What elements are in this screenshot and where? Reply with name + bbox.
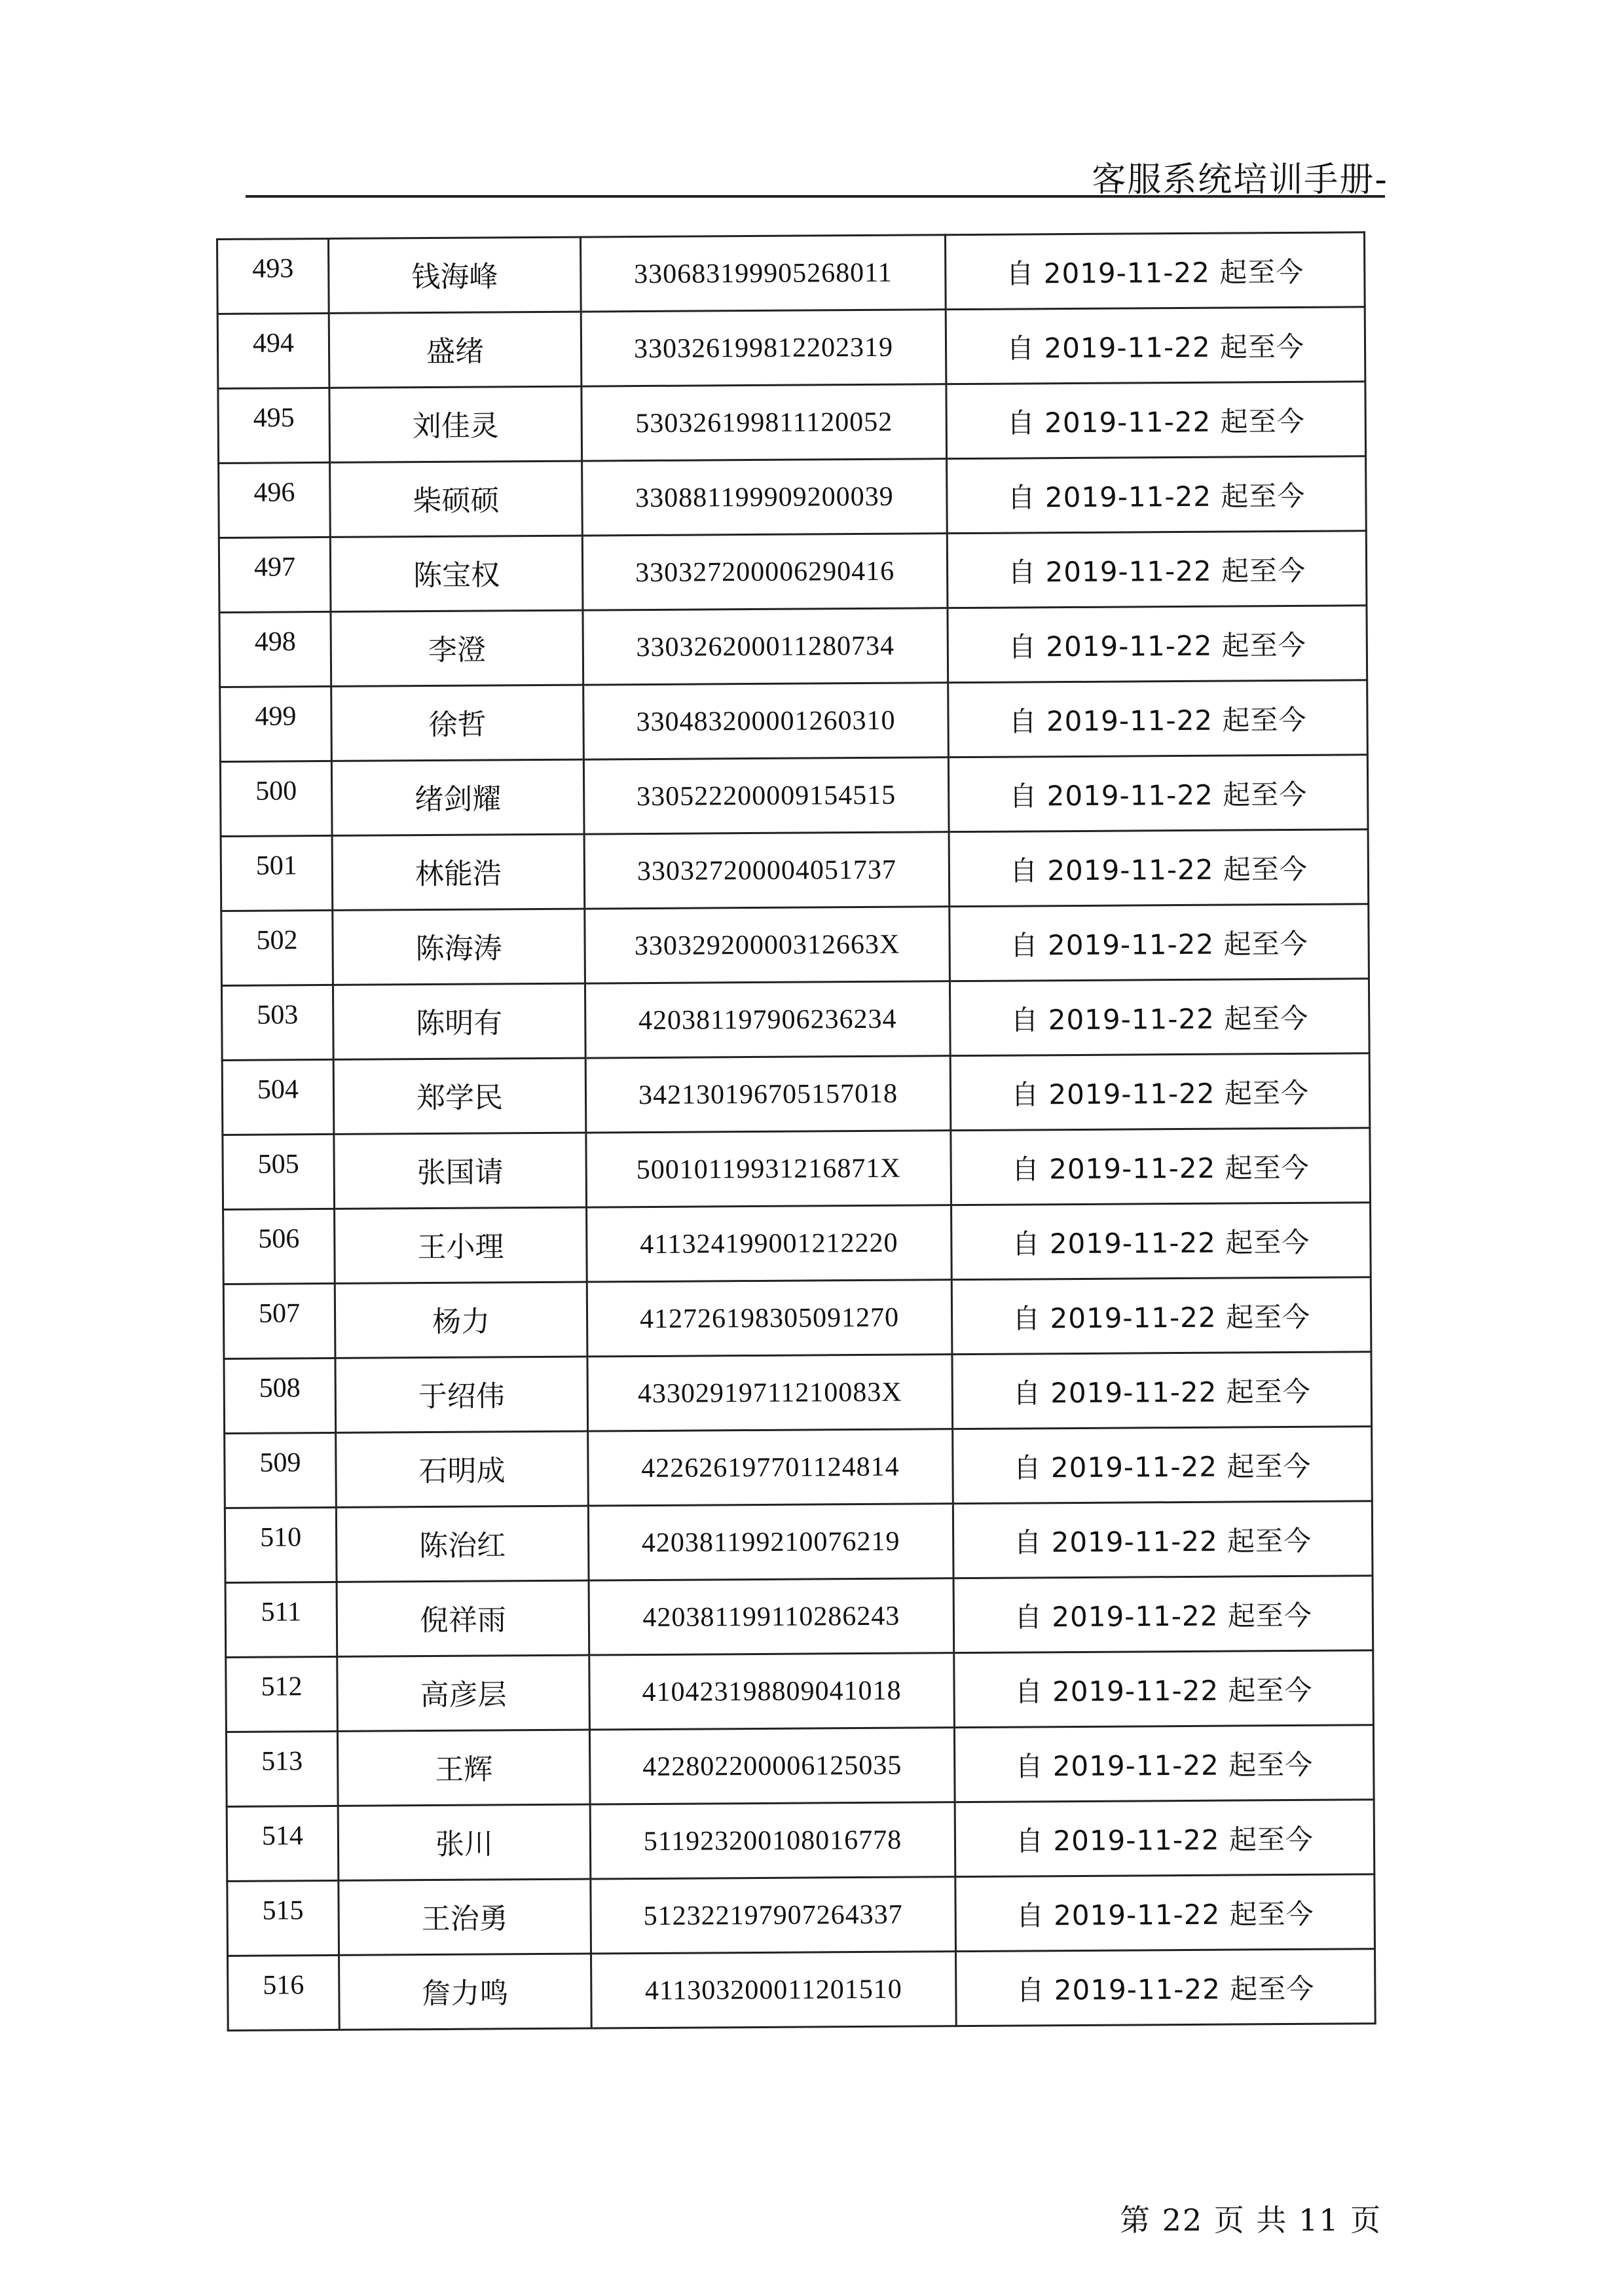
table-row (225, 1427, 1373, 1508)
period-cell: 自 2019-11-22 起至今 (951, 1128, 1371, 1205)
row-number-cell: 493 (217, 238, 329, 314)
row-number-cell: 498 (219, 611, 331, 687)
name-cell: 王治勇 (339, 1879, 591, 1955)
row-number-cell: 502 (221, 910, 333, 985)
row-number-cell: 501 (221, 835, 333, 911)
id-number-cell: 420381199110286243 (589, 1578, 954, 1655)
roster-table (216, 231, 1376, 2032)
period-cell: 自 2019-11-22 起至今 (952, 1352, 1372, 1429)
row-number-cell: 497 (219, 537, 331, 612)
name-cell: 陈明有 (333, 983, 585, 1059)
id-number-cell: 330326200011280734 (583, 608, 948, 685)
table-row (217, 307, 1365, 389)
period-cell: 自 2019-11-22 起至今 (956, 1949, 1376, 2026)
page-number: 第 22 页 共 11 页 (1120, 2202, 1382, 2238)
table-row (220, 680, 1368, 762)
id-number-cell: 530326199811120052 (581, 384, 947, 461)
row-number-cell: 505 (223, 1134, 335, 1209)
period-cell: 自 2019-11-22 起至今 (945, 232, 1365, 310)
name-cell: 绪剑耀 (331, 759, 584, 835)
period-cell: 自 2019-11-22 起至今 (954, 1650, 1374, 1728)
id-number-cell: 411303200011201510 (591, 1952, 957, 2028)
table-row (220, 755, 1368, 837)
id-number-cell: 330881199909200039 (582, 459, 948, 536)
table-row (225, 1576, 1373, 1658)
name-cell: 石明成 (336, 1431, 589, 1507)
table-row (225, 1501, 1373, 1583)
name-cell: 郑学民 (333, 1058, 586, 1134)
table-row (219, 531, 1367, 613)
name-cell: 陈海涛 (333, 909, 585, 985)
id-number-cell: 422802200006125035 (589, 1728, 955, 1804)
table-row (223, 1203, 1371, 1285)
table-row (228, 1949, 1376, 2031)
name-cell: 王辉 (337, 1730, 590, 1806)
id-number-cell: 330483200001260310 (583, 683, 949, 759)
row-number-cell: 510 (225, 1507, 337, 1582)
row-number-cell: 506 (223, 1209, 335, 1284)
id-number-cell: 512322197907264337 (591, 1877, 956, 1954)
name-cell: 钱海峰 (329, 237, 581, 313)
period-cell: 自 2019-11-22 起至今 (947, 456, 1367, 534)
period-cell: 自 2019-11-22 起至今 (955, 1874, 1375, 1952)
row-number-cell: 508 (224, 1358, 336, 1433)
period-cell: 自 2019-11-22 起至今 (947, 531, 1367, 608)
name-cell: 刘佳灵 (329, 386, 582, 462)
row-number-cell: 496 (219, 462, 331, 538)
id-number-cell: 43302919711210083X (587, 1355, 953, 1431)
row-number-cell: 511 (225, 1582, 337, 1657)
row-number-cell: 504 (222, 1059, 334, 1135)
header-divider (246, 195, 1385, 198)
row-number-cell: 514 (227, 1806, 339, 1881)
name-cell: 张国请 (334, 1133, 587, 1209)
period-cell: 自 2019-11-22 起至今 (951, 1277, 1371, 1355)
document-header-title: 客服系统培训手册- (1092, 160, 1388, 200)
id-number-cell: 50010119931216871X (586, 1131, 951, 1207)
id-number-cell: 330327200006290416 (582, 534, 948, 610)
id-number-cell: 342130196705157018 (585, 1056, 951, 1133)
name-cell: 于绍伟 (335, 1357, 588, 1432)
row-number-cell: 512 (226, 1656, 338, 1732)
id-number-cell: 411324199001212220 (587, 1205, 952, 1282)
row-number-cell: 507 (223, 1283, 335, 1358)
row-number-cell: 515 (227, 1880, 339, 1956)
row-number-cell: 500 (220, 761, 332, 836)
name-cell: 盛绪 (329, 312, 581, 388)
name-cell: 王小理 (335, 1207, 587, 1283)
id-number-cell: 410423198809041018 (589, 1653, 955, 1730)
table-row (222, 1053, 1370, 1135)
period-cell: 自 2019-11-22 起至今 (950, 904, 1369, 981)
table-row (219, 456, 1367, 538)
table-row (226, 1650, 1374, 1732)
name-cell: 陈宝权 (330, 536, 583, 611)
name-cell: 张川 (338, 1804, 591, 1880)
id-number-cell: 330326199812202319 (581, 310, 946, 386)
period-cell: 自 2019-11-22 起至今 (946, 307, 1365, 384)
name-cell: 倪祥雨 (337, 1580, 589, 1656)
period-cell: 自 2019-11-22 起至今 (955, 1800, 1375, 1877)
id-number-cell: 420381197906236234 (585, 981, 950, 1058)
row-number-cell: 509 (225, 1432, 337, 1508)
period-cell: 自 2019-11-22 起至今 (950, 979, 1369, 1056)
period-cell: 自 2019-11-22 起至今 (949, 829, 1369, 907)
table-row (227, 1874, 1375, 1956)
name-cell: 徐哲 (331, 685, 584, 761)
id-number-cell: 420381199210076219 (588, 1504, 953, 1580)
roster-table-body (217, 232, 1376, 2031)
table-row (217, 232, 1365, 314)
table-row (221, 829, 1369, 911)
name-cell: 林能浩 (332, 834, 585, 910)
id-number-cell: 330522200009154515 (583, 757, 949, 834)
row-number-cell: 495 (218, 388, 330, 463)
period-cell: 自 2019-11-22 起至今 (950, 1053, 1370, 1131)
roster-table-container (216, 231, 1375, 2032)
table-row (219, 606, 1367, 687)
id-number-cell: 33032920000312663X (585, 907, 950, 983)
row-number-cell: 494 (217, 313, 329, 388)
row-number-cell: 499 (220, 686, 332, 761)
id-number-cell: 511923200108016778 (590, 1802, 955, 1879)
period-cell: 自 2019-11-22 起至今 (948, 680, 1368, 757)
name-cell: 詹力鸣 (339, 1954, 592, 2030)
id-number-cell: 422626197701124814 (588, 1429, 953, 1506)
name-cell: 李澄 (331, 610, 583, 686)
period-cell: 自 2019-11-22 起至今 (948, 606, 1367, 683)
id-number-cell: 412726198305091270 (587, 1280, 952, 1357)
table-row (224, 1352, 1372, 1434)
period-cell: 自 2019-11-22 起至今 (953, 1576, 1373, 1653)
table-row (223, 1277, 1371, 1359)
table-row (227, 1800, 1375, 1882)
table-row (226, 1725, 1374, 1807)
period-cell: 自 2019-11-22 起至今 (946, 382, 1366, 459)
period-cell: 自 2019-11-22 起至今 (948, 755, 1368, 832)
table-row (223, 1128, 1371, 1210)
name-cell: 陈治红 (336, 1506, 589, 1582)
row-number-cell: 513 (226, 1731, 338, 1806)
id-number-cell: 330327200004051737 (584, 832, 950, 909)
period-cell: 自 2019-11-22 起至今 (953, 1427, 1373, 1504)
table-row (221, 904, 1369, 986)
period-cell: 自 2019-11-22 起至今 (954, 1725, 1374, 1802)
table-row (221, 979, 1369, 1061)
name-cell: 柴硕硕 (330, 461, 583, 537)
row-number-cell: 503 (221, 985, 333, 1060)
table-row (218, 382, 1366, 464)
name-cell: 杨力 (335, 1282, 587, 1358)
id-number-cell: 330683199905268011 (580, 235, 946, 312)
period-cell: 自 2019-11-22 起至今 (951, 1203, 1371, 1280)
name-cell: 高彦层 (337, 1655, 590, 1731)
row-number-cell: 516 (228, 1955, 340, 2030)
period-cell: 自 2019-11-22 起至今 (953, 1501, 1373, 1578)
